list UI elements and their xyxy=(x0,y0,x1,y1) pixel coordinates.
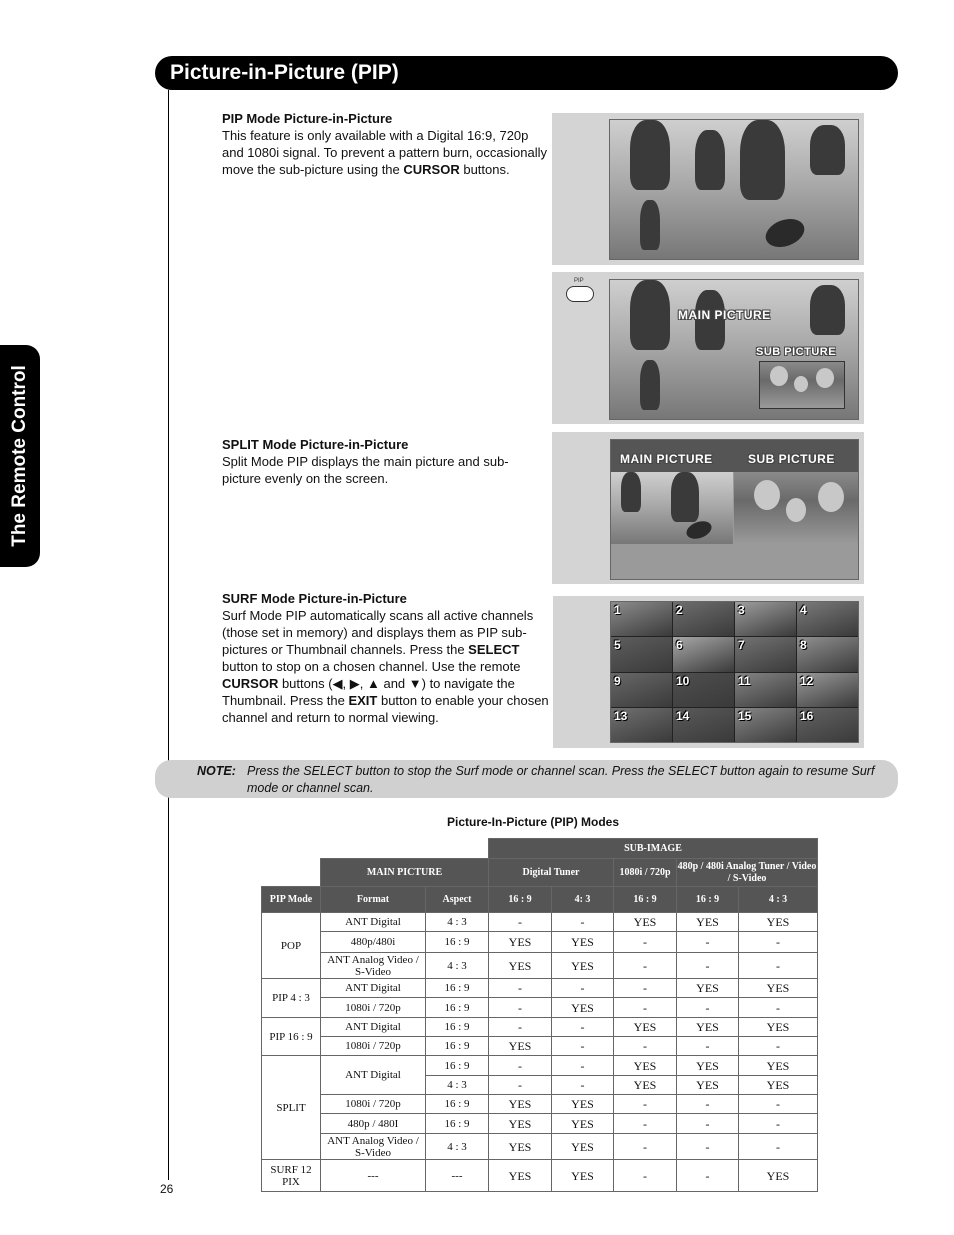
aspect-cell: 16 : 9 xyxy=(426,1037,489,1056)
pip-button-icon xyxy=(566,286,594,302)
thumbnail-grid xyxy=(610,601,859,743)
value-cell: - xyxy=(677,1134,739,1160)
value-cell: - xyxy=(614,1037,677,1056)
format-cell: --- xyxy=(321,1160,426,1192)
value-cell: - xyxy=(614,1160,677,1192)
mode-cell: SURF 12 PIX xyxy=(262,1160,321,1192)
page-title: Picture-in-Picture (PIP) xyxy=(170,61,399,84)
table-row xyxy=(262,953,818,979)
thumbnail xyxy=(797,602,858,636)
pip-mode-photo xyxy=(609,279,859,420)
split-mode-title: SPLIT Mode Picture-in-Picture xyxy=(222,437,409,452)
table-row xyxy=(262,1056,818,1076)
analog-header: 480p / 480i Analog Tuner / Video / S-Video xyxy=(677,859,818,887)
value-cell: YES xyxy=(677,1018,739,1037)
aspect-cell: 4 : 3 xyxy=(426,1076,489,1095)
thumbnail xyxy=(735,637,796,671)
thumbnail xyxy=(797,673,858,707)
value-cell: - xyxy=(552,1018,614,1037)
thumbnail xyxy=(673,673,734,707)
value-cell: - xyxy=(739,1095,818,1114)
table-row xyxy=(262,1095,818,1114)
value-cell: - xyxy=(552,1037,614,1056)
thumbnail xyxy=(673,637,734,671)
split-mode-photo xyxy=(610,439,859,580)
thumbnail xyxy=(673,602,734,636)
thumbnail-number: 7 xyxy=(738,638,745,653)
thumbnail-number: 2 xyxy=(676,603,683,617)
sub-picture-inset xyxy=(759,361,845,409)
sub-picture-label: SUB PICTURE xyxy=(756,346,837,358)
col-header: 16 : 9 xyxy=(489,887,552,913)
note-label: NOTE: xyxy=(197,764,236,778)
format-cell: 480p / 480I xyxy=(321,1114,426,1134)
value-cell: YES xyxy=(552,932,614,953)
table-row xyxy=(262,932,818,953)
thumbnail xyxy=(611,708,672,742)
football-photo xyxy=(609,119,859,260)
thumbnail-number: 1 xyxy=(614,603,621,617)
value-cell: - xyxy=(677,998,739,1018)
aspect-cell: 16 : 9 xyxy=(426,998,489,1018)
value-cell: YES xyxy=(739,979,818,998)
mode-cell: PIP 16 : 9 xyxy=(262,1018,321,1056)
split-main-label: MAIN PICTURE xyxy=(620,452,713,466)
value-cell: YES xyxy=(739,1018,818,1037)
aspect-cell: 16 : 9 xyxy=(426,979,489,998)
value-cell: YES xyxy=(677,1056,739,1076)
page-number: 26 xyxy=(160,1182,174,1196)
value-cell: YES xyxy=(552,953,614,979)
thumbnail-number: 15 xyxy=(738,708,752,723)
surf-mode-description: Surf Mode PIP automatically scans all active channels (those set in memory) and displays them as PIP sub-pictures or Thumbnail channels. Press the SELECT button to stop on a chosen channel. Use the remote CURSOR buttons (◀, ▶, ▲ and ▼) to navigate the Thumbnail. Press the EXIT button to enable your chosen channel and return to normal viewing. xyxy=(222,608,549,725)
thumbnail-number: 5 xyxy=(614,638,621,653)
split-sub-label: SUB PICTURE xyxy=(748,452,835,466)
value-cell: YES xyxy=(552,1114,614,1134)
thumbnail-number: 14 xyxy=(676,708,690,723)
thumbnail xyxy=(735,673,796,707)
table-row xyxy=(262,1114,818,1134)
value-cell: - xyxy=(677,932,739,953)
thumbnail-number: 3 xyxy=(738,603,745,617)
value-cell: YES xyxy=(614,1056,677,1076)
thumbnail xyxy=(735,602,796,636)
value-cell: YES xyxy=(552,1095,614,1114)
value-cell: YES xyxy=(552,1160,614,1192)
pip-mode-description: This feature is only available with a Digital 16:9, 720p and 1080i signal. To prevent a pattern burn, occasionally move the sub-picture using the CURSOR buttons. xyxy=(222,128,547,177)
value-cell: YES xyxy=(614,913,677,932)
aspect-cell: 16 : 9 xyxy=(426,1095,489,1114)
col-header: 16 : 9 xyxy=(677,887,739,913)
sub-image-header: SUB-IMAGE xyxy=(489,839,818,859)
value-cell: - xyxy=(739,1037,818,1056)
value-cell: - xyxy=(739,1114,818,1134)
value-cell: - xyxy=(614,1134,677,1160)
mode-cell: PIP 4 : 3 xyxy=(262,979,321,1018)
format-cell: ANT Analog Video / S-Video xyxy=(321,1134,426,1160)
split-mode-description: Split Mode PIP displays the main picture and sub-picture evenly on the screen. xyxy=(222,454,509,486)
table-row xyxy=(262,1160,818,1192)
value-cell: - xyxy=(489,1056,552,1076)
format-cell: ANT Digital xyxy=(321,979,426,998)
format-cell: 1080i / 720p xyxy=(321,1037,426,1056)
value-cell: - xyxy=(677,1037,739,1056)
value-cell: - xyxy=(614,979,677,998)
digital-tuner-header: Digital Tuner xyxy=(489,859,614,887)
value-cell: - xyxy=(552,913,614,932)
aspect-cell: 16 : 9 xyxy=(426,932,489,953)
col-header: 4 : 3 xyxy=(739,887,818,913)
thumbnail-number: 6 xyxy=(676,638,683,653)
format-cell: ANT Analog Video / S-Video xyxy=(321,953,426,979)
mode-cell: POP xyxy=(262,913,321,979)
aspect-cell: 4 : 3 xyxy=(426,953,489,979)
pip-modes-table xyxy=(261,838,818,1192)
side-tab-label: The Remote Control xyxy=(9,365,30,547)
value-cell: - xyxy=(677,1095,739,1114)
thumbnail-number: 9 xyxy=(614,673,621,688)
pip-mode-header: PIP Mode xyxy=(262,887,321,913)
value-cell: - xyxy=(489,913,552,932)
table-row xyxy=(262,1134,818,1160)
value-cell: - xyxy=(614,953,677,979)
thumbnail xyxy=(673,708,734,742)
value-cell: YES xyxy=(489,1037,552,1056)
surf-mode-title: SURF Mode Picture-in-Picture xyxy=(222,591,407,606)
value-cell: - xyxy=(677,1160,739,1192)
value-cell: - xyxy=(489,1076,552,1095)
aspect-cell: 4 : 3 xyxy=(426,1134,489,1160)
format-cell: ANT Digital xyxy=(321,913,426,932)
format-cell: ANT Digital xyxy=(321,1056,426,1095)
main-picture-label: MAIN PICTURE xyxy=(678,308,771,322)
value-cell: YES xyxy=(489,932,552,953)
table-row xyxy=(262,1037,818,1056)
aspect-cell: 4 : 3 xyxy=(426,913,489,932)
value-cell: - xyxy=(739,932,818,953)
format-cell: ANT Digital xyxy=(321,1018,426,1037)
thumbnail-number: 11 xyxy=(738,673,751,688)
mode-cell: SPLIT xyxy=(262,1056,321,1160)
table-title: Picture-In-Picture (PIP) Modes xyxy=(447,815,620,829)
aspect-cell: 16 : 9 xyxy=(426,1114,489,1134)
format-header: Format xyxy=(321,887,426,913)
value-cell: - xyxy=(739,998,818,1018)
value-cell: YES xyxy=(489,1095,552,1114)
thumbnail-number: 13 xyxy=(614,708,628,723)
value-cell: YES xyxy=(614,1076,677,1095)
value-cell: YES xyxy=(489,953,552,979)
thumbnail xyxy=(611,637,672,671)
value-cell: YES xyxy=(739,1160,818,1192)
aspect-cell: --- xyxy=(426,1160,489,1192)
col-header: 4: 3 xyxy=(552,887,614,913)
value-cell: YES xyxy=(489,1160,552,1192)
value-cell: - xyxy=(739,953,818,979)
aspect-cell: 16 : 9 xyxy=(426,1056,489,1076)
main-picture-header: MAIN PICTURE xyxy=(321,859,489,887)
value-cell: YES xyxy=(739,1076,818,1095)
value-cell: - xyxy=(614,1095,677,1114)
format-cell: 480p/480i xyxy=(321,932,426,953)
value-cell: YES xyxy=(739,913,818,932)
value-cell: YES xyxy=(677,1076,739,1095)
value-cell: YES xyxy=(489,1114,552,1134)
thumbnail-number: 12 xyxy=(800,673,814,688)
thumbnail xyxy=(735,708,796,742)
value-cell: YES xyxy=(552,1134,614,1160)
value-cell: - xyxy=(552,1056,614,1076)
value-cell: YES xyxy=(552,998,614,1018)
value-cell: - xyxy=(614,932,677,953)
format-cell: 1080i / 720p xyxy=(321,1095,426,1114)
value-cell: YES xyxy=(677,979,739,998)
thumbnail xyxy=(797,708,858,742)
value-cell: - xyxy=(739,1134,818,1160)
thumbnail xyxy=(797,637,858,671)
thumbnail-number: 8 xyxy=(800,638,807,653)
aspect-cell: 16 : 9 xyxy=(426,1018,489,1037)
thumbnail-number: 10 xyxy=(676,673,690,688)
thumbnail-number: 4 xyxy=(800,603,807,617)
pip-mode-title: PIP Mode Picture-in-Picture xyxy=(222,111,393,126)
format-cell: 1080i / 720p xyxy=(321,998,426,1018)
value-cell: - xyxy=(489,1018,552,1037)
table-row xyxy=(262,998,818,1018)
value-cell: - xyxy=(489,998,552,1018)
value-cell: - xyxy=(614,1114,677,1134)
value-cell: YES xyxy=(677,913,739,932)
value-cell: YES xyxy=(489,1134,552,1160)
pip-button-label: PIP xyxy=(574,278,584,284)
table-row xyxy=(262,1018,818,1037)
hd-header: 1080i / 720p xyxy=(614,859,677,887)
margin-rule xyxy=(168,90,169,1180)
value-cell: - xyxy=(552,979,614,998)
value-cell: YES xyxy=(739,1056,818,1076)
table-row xyxy=(262,979,818,998)
value-cell: - xyxy=(677,953,739,979)
thumbnail xyxy=(611,673,672,707)
value-cell: - xyxy=(677,1114,739,1134)
note-text: Press the SELECT button to stop the Surf mode or channel scan. Press the SELECT button again to resume Surf mode or channel scan. xyxy=(247,764,875,795)
value-cell: - xyxy=(552,1076,614,1095)
col-header: 16 : 9 xyxy=(614,887,677,913)
aspect-header: Aspect xyxy=(426,887,489,913)
value-cell: - xyxy=(489,979,552,998)
table-row xyxy=(262,913,818,932)
thumbnail-number: 16 xyxy=(800,708,814,723)
value-cell: - xyxy=(614,998,677,1018)
thumbnail xyxy=(611,602,672,636)
value-cell: YES xyxy=(614,1018,677,1037)
